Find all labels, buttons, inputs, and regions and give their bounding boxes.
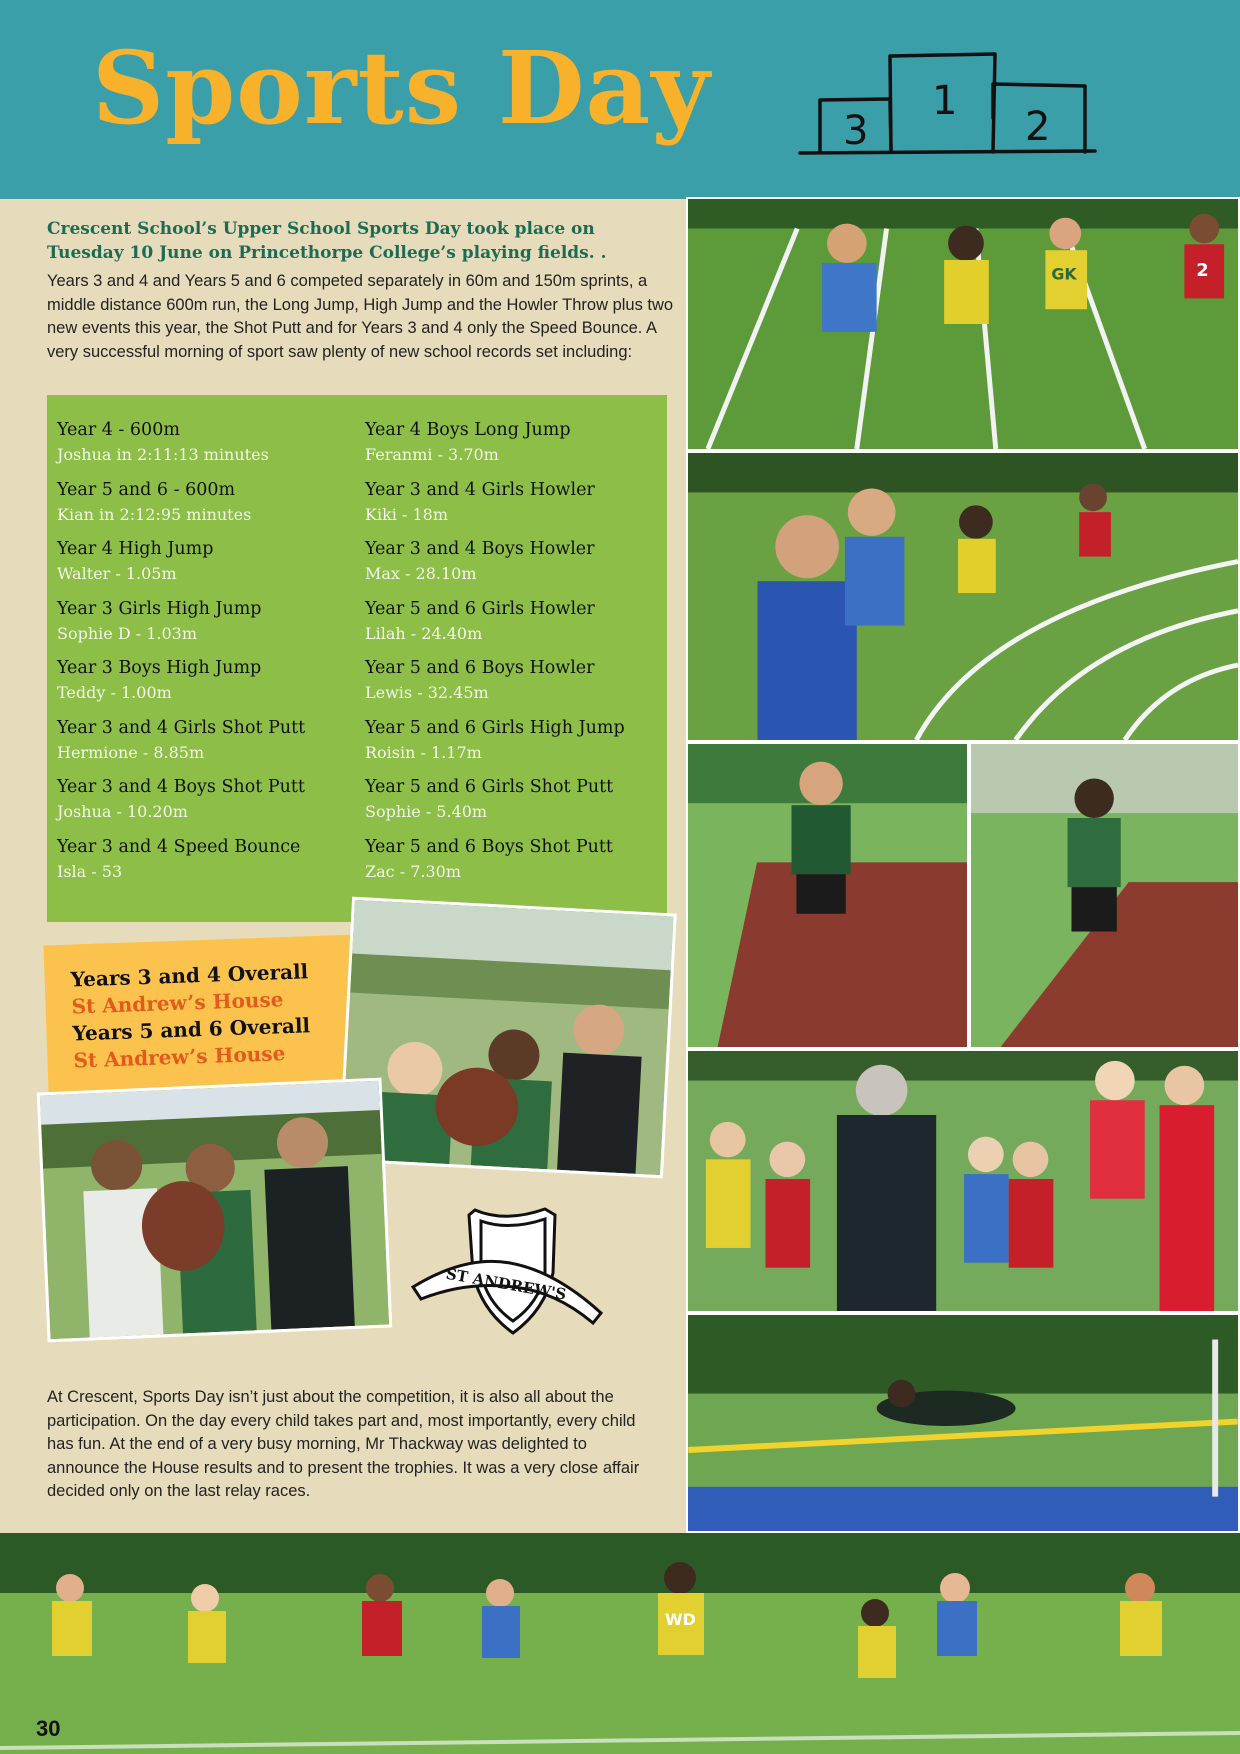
podium-label-3: 3: [843, 108, 869, 154]
record-item: [365, 774, 665, 834]
record-event: Year 3 and 4 Girls Howler: [365, 479, 595, 500]
record-item: [365, 715, 665, 775]
record-result: Kian in 2:12:95 minutes: [57, 504, 252, 524]
record-item: [57, 596, 357, 656]
photo-results-announcement: [686, 1049, 1240, 1313]
record-item: [57, 477, 357, 537]
podium-label-1: 1: [932, 78, 958, 124]
intro-body: Years 3 and 4 and Years 5 and 6 competed separately in 60m and 150m sprints, a middle distance 600m run, the Long Jump, High Jump and the Howler Throw plus two new events this year, the Shot Putt and for Years 3 and 4 only the Speed Bounce. A very successful morning of sport saw plenty of new school records set including:: [47, 272, 674, 361]
header-band: [0, 0, 1240, 199]
record-result: Sophie - 5.40m: [365, 802, 488, 821]
record-event: Year 3 and 4 Girls Shot Putt: [57, 717, 306, 738]
podium-label-2: 2: [1025, 104, 1051, 150]
photo-long-jump-1: [686, 742, 969, 1049]
record-event: Year 4 Boys Long Jump: [365, 420, 571, 440]
record-event: Year 3 Girls High Jump: [57, 598, 262, 619]
record-event: Year 3 and 4 Boys Shot Putt: [57, 777, 305, 797]
records-column-right: [365, 417, 665, 893]
photo-sprint-relay-2: [686, 451, 1240, 742]
record-item: [365, 834, 665, 894]
record-event: Year 5 and 6 Girls High Jump: [365, 717, 625, 738]
record-item: [365, 655, 665, 715]
intro-lead: Crescent School’s Upper School Sports Day took place on Tuesday 10 June on Princethorpe College’s playing fields. .: [47, 219, 607, 263]
record-result: Lewis - 32.45m: [365, 683, 489, 702]
record-event: Year 3 and 4 Boys Howler: [365, 539, 595, 559]
page-number: 30: [36, 1716, 61, 1741]
record-result: Joshua in 2:11:13 minutes: [57, 445, 269, 464]
record-item: [365, 477, 665, 537]
overall-y34-winner: St Andrew’s House: [71, 987, 284, 1019]
record-result: Walter - 1.05m: [57, 564, 177, 583]
record-event: Year 3 and 4 Speed Bounce: [57, 836, 301, 857]
trophy-photo-years-3-4: [37, 1078, 393, 1343]
record-result: Teddy - 1.00m: [57, 683, 172, 702]
records-panel: [47, 395, 667, 922]
record-result: Joshua - 10.20m: [57, 802, 188, 821]
record-event: Year 5 and 6 Girls Howler: [365, 598, 595, 619]
page-title: Sports Day: [92, 29, 711, 147]
photo-high-jump: [686, 1313, 1240, 1533]
record-result: Feranmi - 3.70m: [365, 445, 499, 464]
record-result: Max - 28.10m: [365, 564, 477, 583]
record-result: Roisin - 1.17m: [365, 742, 482, 762]
record-item: [365, 596, 665, 656]
record-event: Year 5 and 6 Boys Shot Putt: [365, 836, 613, 857]
record-event: Year 4 - 600m: [57, 420, 180, 440]
overall-y34-heading: Years 3 and 4 Overall: [70, 959, 309, 992]
overall-results-box: [43, 935, 360, 1098]
record-item: [57, 655, 357, 715]
st-andrews-crest-icon: [405, 1195, 605, 1345]
record-event: Year 5 and 6 Girls Shot Putt: [365, 777, 614, 797]
record-item: [57, 715, 357, 775]
record-item: [57, 417, 357, 477]
record-event: Year 5 and 6 Boys Howler: [365, 658, 595, 678]
podium-icon: [795, 48, 1105, 166]
record-item: [365, 417, 665, 477]
record-item: [57, 536, 357, 596]
photo-long-jump-2: [969, 742, 1240, 1049]
record-item: [365, 536, 665, 596]
closing-paragraph: At Crescent, Sports Day isn’t just about the competition, it is also all about the participation. On the day every child takes part and, most importantly, every child has fun. At the end of a very busy morning, Mr Thackway was delighted to announce the House results and to present the trophies. It was a very close affair decided only on the last relay races.: [47, 1388, 640, 1500]
record-result: Zac - 7.30m: [365, 861, 461, 881]
crest-banner-text: ST ANDREW'S: [444, 1264, 568, 1304]
record-event: Year 3 Boys High Jump: [57, 658, 262, 678]
record-result: Sophie D - 1.03m: [57, 623, 198, 643]
photo-sprint-finish-wide: [0, 1533, 1240, 1754]
record-event: Year 5 and 6 - 600m: [57, 479, 236, 500]
record-result: Isla - 53: [57, 861, 123, 881]
record-item: [57, 774, 357, 834]
photo-sprint-relay-1: [686, 197, 1240, 451]
overall-y56-winner: St Andrew’s House: [73, 1041, 286, 1073]
trophy-photo-years-5-6: [338, 897, 676, 1179]
overall-y56-heading: Years 5 and 6 Overall: [72, 1013, 311, 1046]
records-column-left: [57, 417, 357, 893]
record-event: Year 4 High Jump: [57, 539, 214, 559]
record-result: Lilah - 24.40m: [365, 623, 483, 643]
bib-label-wd: WD: [665, 1610, 696, 1629]
record-result: Hermione - 8.85m: [57, 742, 205, 762]
record-result: Kiki - 18m: [365, 504, 448, 524]
bib-label-2: 2: [1196, 259, 1209, 281]
bib-label-gk: GK: [1051, 264, 1077, 284]
record-item: [57, 834, 357, 894]
